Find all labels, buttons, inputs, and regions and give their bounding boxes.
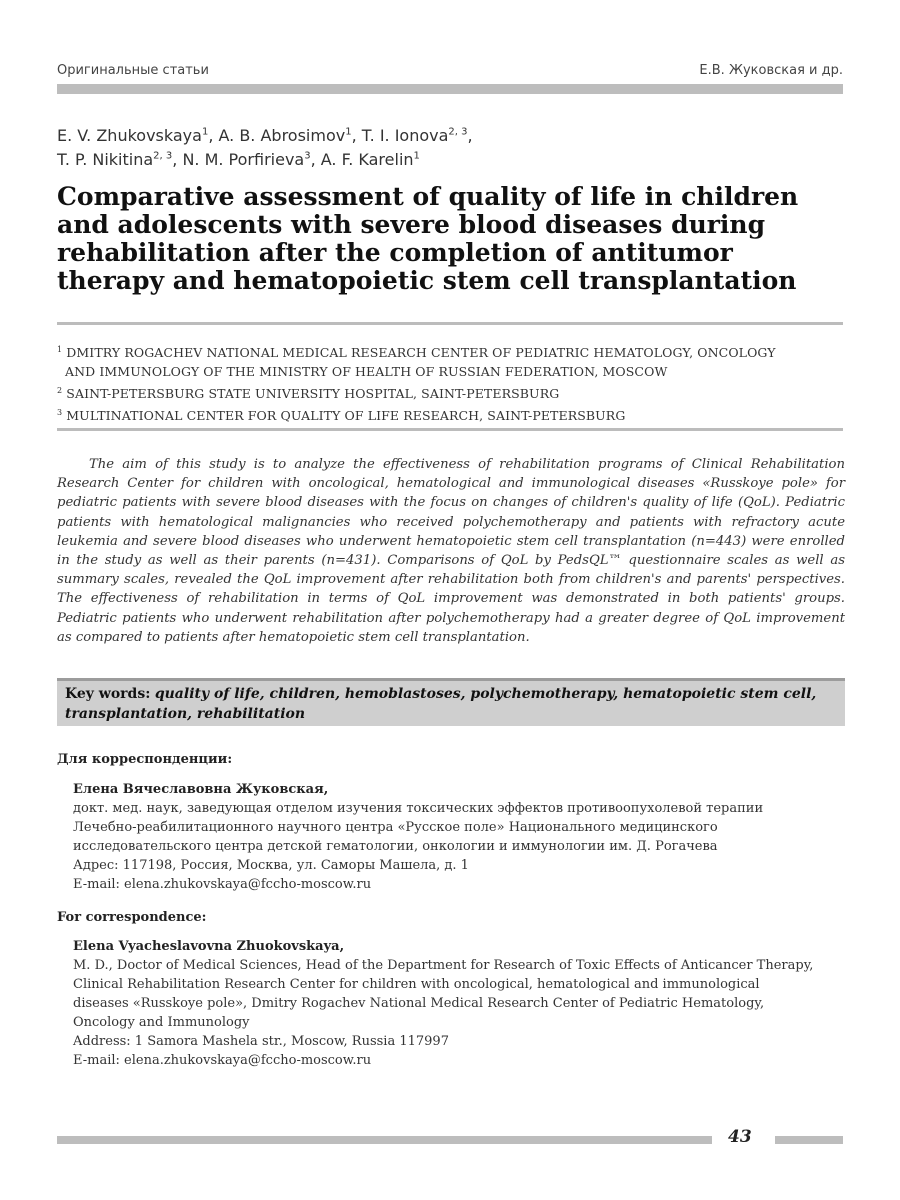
header-rule [57,84,843,94]
affiliation: $^3$ MULTINATIONAL CENTER FOR QUALITY OF LIFE RESEARCH, SAINT-PETERSBURG [57,408,626,424]
contact-line: M. D., Doctor of Medical Sciences, Head of the Department for Research of Toxic Effects of Anticancer Therapy, [73,958,814,973]
affiliation: $^1$ DMITRY ROGACHEV NATIONAL MEDICAL RESEARCH CENTER OF PEDIATRIC HEMATOLOGY, ONCOLOGY [57,345,776,361]
author: A. F. Karelin$^1$ [320,149,420,169]
author: T. I. Ionova$^{2, 3}$, [361,126,473,146]
affiliation: $^2$ SAINT-PETERSBURG STATE UNIVERSITY HOSPITAL, SAINT-PETERSBURG [57,386,560,402]
correspondence-heading-en: For correspondence: [57,910,207,925]
keywords-text: quality of life, children, hemoblastoses, polychemotherapy, hematopoietic stem cell, transplantation, rehabilitation [65,686,817,722]
footer-bar-left [57,1136,712,1144]
title-rule [57,322,843,325]
affiliations-rule [57,428,843,431]
author: T. P. Nikitina$^{2, 3}$, [57,149,183,169]
contact-email: E-mail: elena.zhukovskaya@fccho-moscow.ru [73,1053,372,1068]
contact-line: diseases «Russkoye pole», Dmitry Rogachev National Medical Research Center of Pediatric Hematology, [73,996,765,1011]
contact-line: Clinical Rehabilitation Research Center for children with oncological, hematological and immunological [73,977,760,992]
author: A. B. Abrosimov$^1$, [218,126,362,146]
author-list [57,123,837,170]
contact-name: Elena Vyacheslavovna Zhuokovskaya, [73,939,345,954]
author: E. V. Zhukovskaya$^1$, [57,126,219,146]
affiliation-continued: AND IMMUNOLOGY OF THE MINISTRY OF HEALTH OF RUSSIAN FEDERATION, MOSCOW [65,364,668,380]
article-title: Comparative assessment of quality of life in children and adolescents with severe blood diseases during rehabilitation after the completion of antitumor therapy and hematopoietic stem cell transplantation [57,182,799,295]
contact-line: Лечебно-реабилитационного научного центра «Русское поле» Национального медицинского [73,820,718,835]
running-authors: Е.В. Жуковская и др. [699,63,843,78]
keywords-label: Key words: [65,686,151,702]
contact-line: исследовательского центра детской гематологии, онкологии и иммунологии им. Д. Рогачева [73,839,718,854]
running-head [57,63,843,78]
contact-line: Oncology and Immunology [73,1015,250,1030]
correspondence-heading-ru: Для корреспонденции: [57,752,233,767]
correspondence-ru [73,780,843,894]
footer-bar-right [775,1136,843,1144]
contact-name: Елена Вячеславовна Жуковская, [73,782,329,797]
affiliations [57,340,847,425]
journal-section: Оригинальные статьи [57,63,209,78]
correspondence-en [73,937,843,1070]
keywords-box [57,678,845,726]
page-number: 43 [728,1127,752,1147]
contact-line: докт. мед. наук, заведующая отделом изучения токсических эффектов противоопухолевой терапии [73,801,764,816]
abstract: The aim of this study is to analyze the effectiveness of rehabilitation programs of Clinical Rehabilitation Research Center for children with oncological, hematological and immunological diseases «Russkoye pole» for pediatric patients with severe blood diseases with the focus on changes of children's quality of life (QoL). Pediatric patients with hematological malignancies who received polychemotherapy and patients with refractory acute leukemia and severe blood diseases who underwent hematopoietic stem cell transplantation (n=443) were enrolled in the study as well as their parents (n=431). Comparisons of QoL by PedsQL™ questionnaire scales as well as summary scales, revealed the QoL improvement after rehabilitation both from children's and parents' perspectives. The effectiveness of rehabilitation in terms of QoL improvement was demonstrated in both patients' groups. Pediatric patients who underwent rehabilitation after polychemotherapy had a greater degree of QoL improvement as compared to patients after hematopoietic stem cell transplantation. [57,457,845,645]
contact-address: Адрес: 117198, Россия, Москва, ул. Саморы Машела, д. 1 [73,858,469,873]
contact-address: Address: 1 Samora Mashela str., Moscow, Russia 117997 [73,1034,449,1049]
contact-email: E-mail: elena.zhukovskaya@fccho-moscow.ru [73,877,372,892]
author: N. M. Porfirieva$^3$, [182,149,321,169]
